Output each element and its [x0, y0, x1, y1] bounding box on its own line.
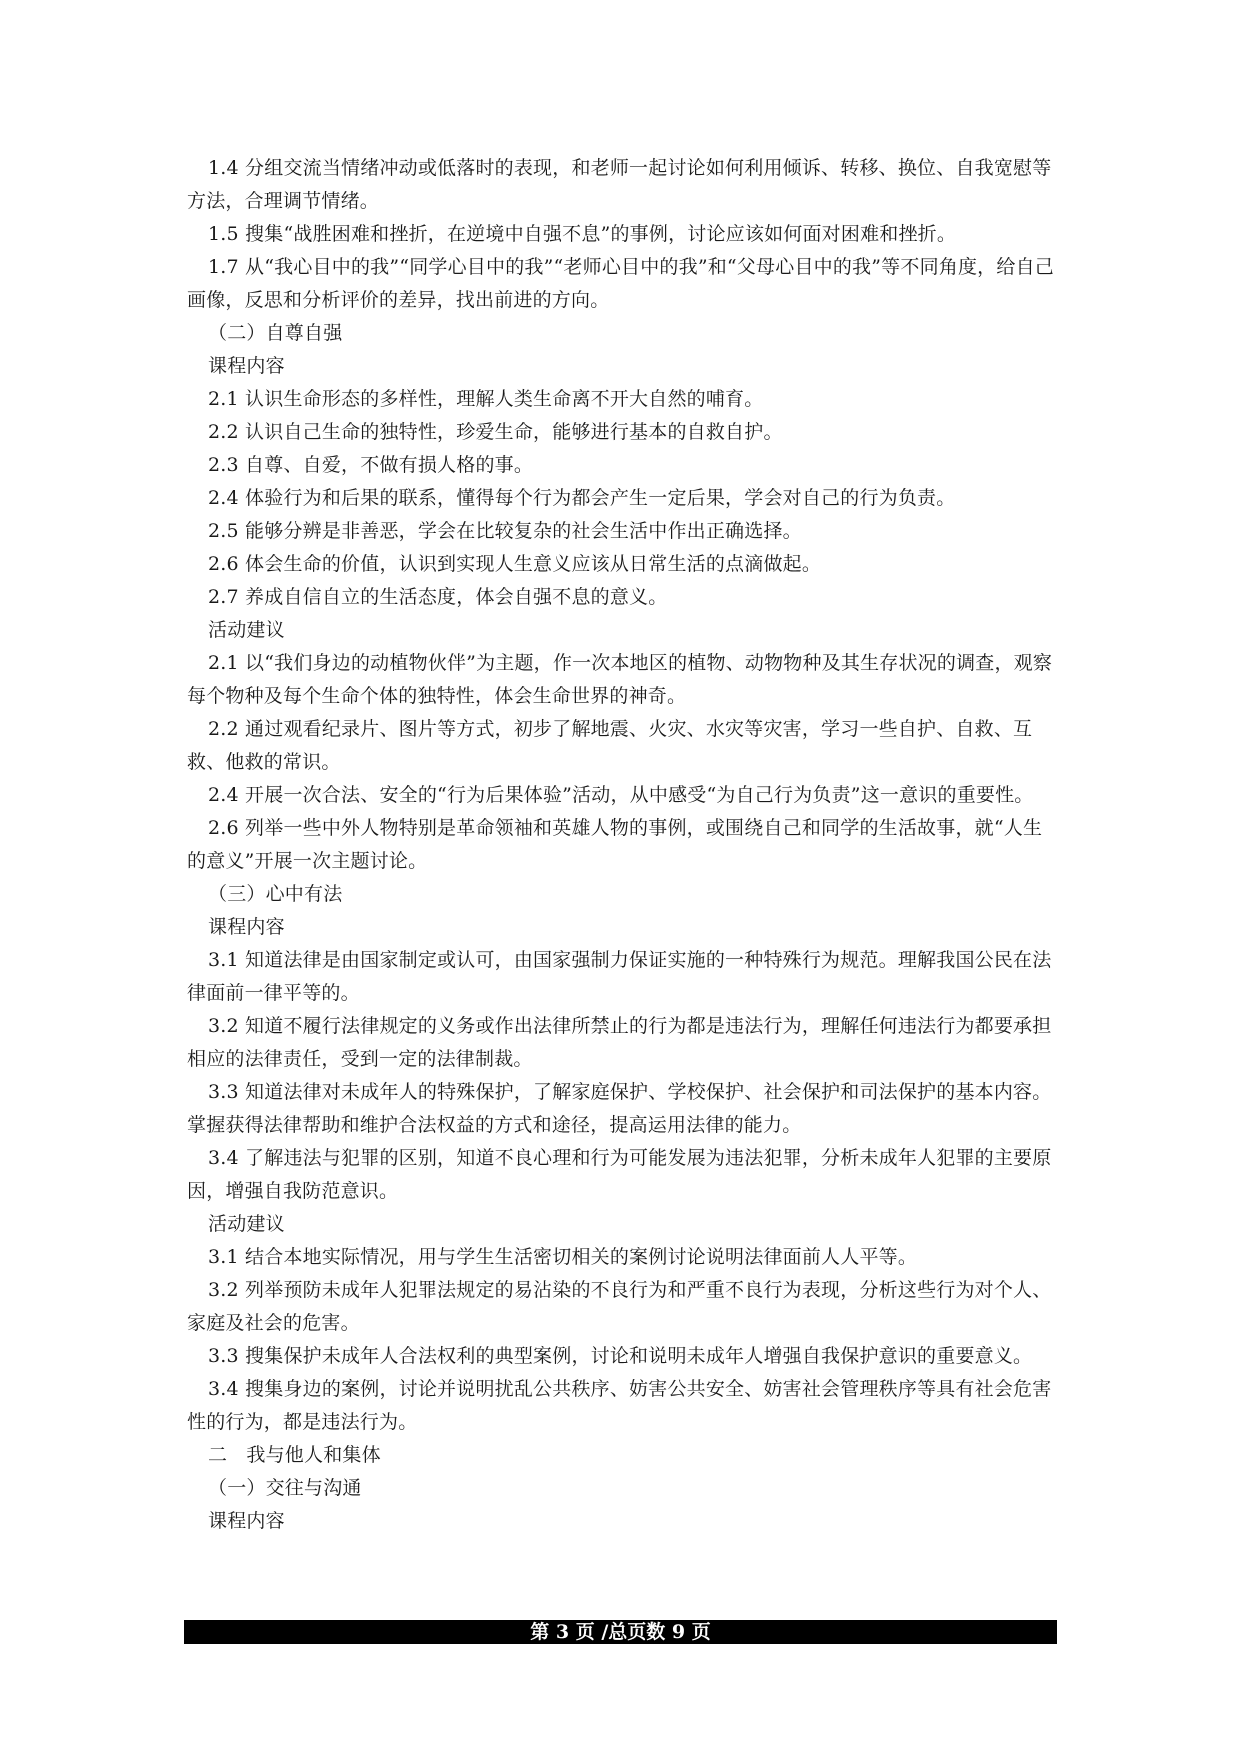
paragraph: 3.4 搜集身边的案例，讨论并说明扰乱公共秩序、妨害公共安全、妨害社会管理秩序等具有社会危害性的行为，都是违法行为。: [187, 1378, 1052, 1433]
paragraph: 1.4 分组交流当情绪冲动或低落时的表现，和老师一起讨论如何利用倾诉、转移、换位、自我宽慰等方法，合理调节情绪。: [187, 157, 1052, 212]
paragraph: 3.3 搜集保护未成年人合法权利的典型案例，讨论和说明未成年人增强自我保护意识的重要意义。: [208, 1345, 1033, 1367]
paragraph: 2.6 体会生命的价值，认识到实现人生意义应该从日常生活的点滴做起。: [208, 553, 822, 575]
paragraph: 2.4 开展一次合法、安全的“行为后果体验”活动，从中感受“为自己行为负责”这一意识的重要性。: [208, 784, 1034, 806]
paragraph: 3.1 结合本地实际情况，用与学生生活密切相关的案例讨论说明法律面前人人平等。: [208, 1246, 918, 1268]
paragraph: 1.5 搜集“战胜困难和挫折，在逆境中自强不息”的事例，讨论应该如何面对困难和挫折。: [208, 223, 957, 245]
paragraph: 2.2 通过观看纪录片、图片等方式，初步了解地震、火灾、水灾等灾害，学习一些自护、自救、互救、他救的常识。: [187, 718, 1033, 773]
page-number-text: 第 3 页 /总页数 9 页: [530, 1621, 711, 1643]
subsection-label: 活动建议: [208, 1213, 285, 1235]
paragraph: 3.4 了解违法与犯罪的区别，知道不良心理和行为可能发展为违法犯罪，分析未成年人犯罪的主要原因，增强自我防范意识。: [187, 1147, 1052, 1202]
paragraph: 2.4 体验行为和后果的联系，懂得每个行为都会产生一定后果，学会对自己的行为负责。: [208, 487, 956, 509]
subsection-label: 课程内容: [208, 1510, 285, 1532]
subsection-label: 课程内容: [208, 916, 285, 938]
paragraph: 3.2 列举预防未成年人犯罪法规定的易沾染的不良行为和严重不良行为表现，分析这些行为对个人、家庭及社会的危害。: [187, 1279, 1052, 1334]
paragraph: 2.1 认识生命形态的多样性，理解人类生命离不开大自然的哺育。: [208, 388, 764, 410]
paragraph: 2.6 列举一些中外人物特别是革命领袖和英雄人物的事例，或围绕自己和同学的生活故事，就“人生的意义”开展一次主题讨论。: [187, 817, 1043, 872]
paragraph: 2.3 自尊、自爱，不做有损人格的事。: [208, 454, 534, 476]
paragraph: 2.1 以“我们身边的动植物伙伴”为主题，作一次本地区的植物、动物物种及其生存状况的调查，观察每个物种及每个生命个体的独特性，体会生命世界的神奇。: [187, 652, 1053, 707]
document-body: [187, 152, 1060, 1538]
paragraph: 2.7 养成自信自立的生活态度，体会自强不息的意义。: [208, 586, 668, 608]
section-heading: （一）交往与沟通: [208, 1477, 362, 1499]
page-footer: [184, 1620, 1057, 1644]
paragraph: 1.7 从“我心目中的我”“同学心目中的我”“老师心目中的我”和“父母心目中的我”等不同角度，给自己画像，反思和分析评价的差异，找出前进的方向。: [187, 256, 1054, 311]
paragraph: 3.2 知道不履行法律规定的义务或作出法律所禁止的行为都是违法行为，理解任何违法行为都要承担相应的法律责任，受到一定的法律制裁。: [187, 1015, 1052, 1070]
paragraph: 3.3 知道法律对未成年人的特殊保护，了解家庭保护、学校保护、社会保护和司法保护的基本内容。掌握获得法律帮助和维护合法权益的方式和途径，提高运用法律的能力。: [187, 1081, 1052, 1136]
chapter-heading: 二 我与他人和集体: [208, 1444, 381, 1466]
section-heading: （三）心中有法: [208, 883, 343, 905]
paragraph: 3.1 知道法律是由国家制定或认可，由国家强制力保证实施的一种特殊行为规范。理解我国公民在法律面前一律平等的。: [187, 949, 1052, 1004]
section-heading: （二）自尊自强: [208, 322, 343, 344]
subsection-label: 活动建议: [208, 619, 285, 641]
paragraph: 2.5 能够分辨是非善恶，学会在比较复杂的社会生活中作出正确选择。: [208, 520, 802, 542]
subsection-label: 课程内容: [208, 355, 285, 377]
paragraph: 2.2 认识自己生命的独特性，珍爱生命，能够进行基本的自救自护。: [208, 421, 783, 443]
